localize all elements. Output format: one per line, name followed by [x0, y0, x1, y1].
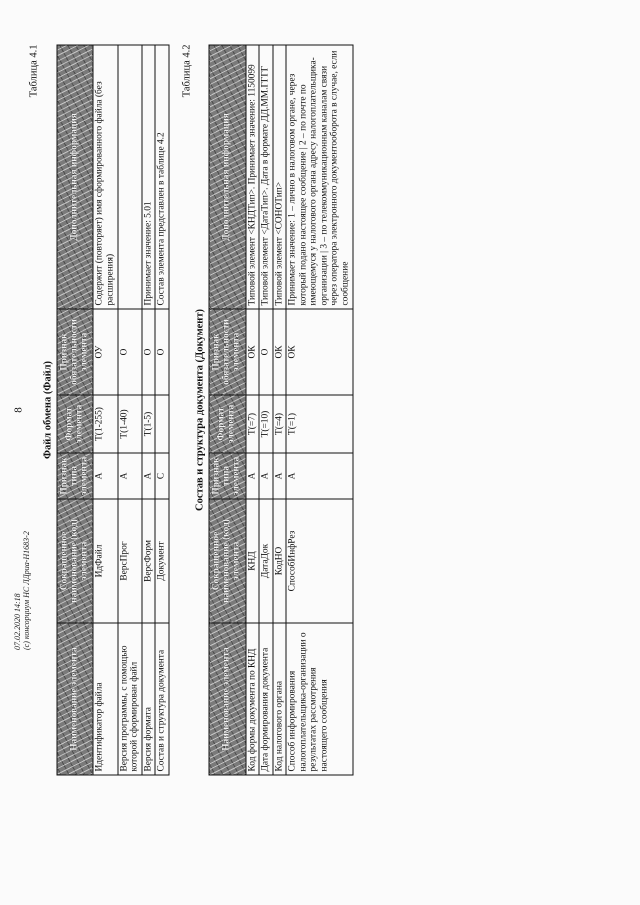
table2-header-cell: Наименование элемента: [209, 623, 246, 775]
table-cell: А: [286, 453, 352, 499]
table-cell: О: [155, 309, 169, 395]
table-cell: T(=1): [286, 395, 352, 453]
table2: [208, 44, 352, 775]
page-number: 8: [12, 406, 24, 413]
table-cell: ДатаДок: [259, 499, 273, 623]
table-cell: КНД: [245, 499, 259, 623]
table1-header-row: [56, 45, 93, 775]
table-cell: Типовой элемент <КНДТип>. Принимает значение: 1150099: [245, 45, 259, 309]
table-cell: ОК: [286, 309, 352, 395]
table-row: [117, 45, 141, 775]
table2-number: Таблица 4.2: [180, 44, 192, 97]
table-cell: О: [259, 309, 273, 395]
table-cell: А: [259, 453, 273, 499]
table-cell: [117, 45, 141, 309]
table-cell: А: [245, 453, 259, 499]
table-cell: А: [141, 453, 155, 499]
table2-header-cell: Признак обязательности элемента: [209, 309, 246, 395]
table1-header-cell: Признак типа элемента: [56, 453, 93, 499]
table-cell: ИдФайл: [93, 499, 117, 623]
table1: [56, 44, 169, 775]
table-row: [259, 45, 273, 775]
stamp-line: 07.02.2020 14:18: [13, 593, 22, 650]
table1-caption: Файл обмена (Файл): [42, 360, 54, 459]
table2-header-cell: Формат элемента: [209, 395, 246, 453]
table-cell: Состав элемента представлен в таблице 4.2: [155, 45, 169, 309]
table1-header-cell: Признак обязательности элемента: [56, 309, 93, 395]
table-cell: Код формы документа по КНД: [245, 623, 259, 775]
table-cell: Принимает значение: 1 – лично в налоговом органе, через который подано настоящее сообщение | 2 – по почте по имеющемуся у налогового органа адресу налогоплательщика-организации | 3 – по телекоммуникационным каналам связи через оператора электронного документооборота в случае, если сообщение: [286, 45, 352, 309]
table-row: [272, 45, 286, 775]
table-cell: ОУ: [93, 309, 117, 395]
table-cell: T(1-255): [93, 395, 117, 453]
table-cell: С: [155, 453, 169, 499]
table1-header-cell: Формат элемента: [56, 395, 93, 453]
table-cell: Типовой элемент <СОНОТип>: [272, 45, 286, 309]
table1-number: Таблица 4.1: [28, 44, 40, 97]
table-row: [141, 45, 155, 775]
table-cell: Идентификатор файла: [93, 623, 117, 775]
table-row: [93, 45, 117, 775]
table-cell: T(=7): [245, 395, 259, 453]
table-cell: Документ: [155, 499, 169, 623]
table-cell: Способ информирования налогоплательщика-организации о результатах рассмотрения настоящего сообщения: [286, 623, 352, 775]
table-cell: А: [117, 453, 141, 499]
table-cell: А: [93, 453, 117, 499]
table-cell: ВерсПрог: [117, 499, 141, 623]
table2-caption: Состав и структура документа (Документ): [194, 308, 206, 511]
table-cell: T(1-5): [141, 395, 155, 453]
table-cell: [155, 395, 169, 453]
table2-header-cell: Сокращенное наименование (код) элемента: [209, 499, 246, 623]
table-cell: О: [117, 309, 141, 395]
table-cell: ВерсФорм: [141, 499, 155, 623]
table-cell: Версия формата: [141, 623, 155, 775]
table-cell: T(=10): [259, 395, 273, 453]
table1-header-cell: Наименование элемента: [56, 623, 93, 775]
table-cell: КодНО: [272, 499, 286, 623]
table-cell: О: [141, 309, 155, 395]
table2-header-cell: Дополнительная информация: [209, 45, 246, 309]
table-row: [155, 45, 169, 775]
table-cell: ОК: [272, 309, 286, 395]
table-row: [286, 45, 352, 775]
table-cell: ОК: [245, 309, 259, 395]
table-cell: СпособИнфРез: [286, 499, 352, 623]
table-row: [245, 45, 259, 775]
table2-header-row: [209, 45, 246, 775]
table-cell: Состав и структура документа: [155, 623, 169, 775]
table-cell: Код налогового органа: [272, 623, 286, 775]
table-cell: Дата формирования документа: [259, 623, 273, 775]
stamp-line: (c) консорциум НС ЛДриа-Н1683-2: [21, 531, 31, 650]
table2-header-cell: Признак типа элемента: [209, 453, 246, 499]
table-cell: Содержит (повторяет) имя сформированного файла (без расширения): [93, 45, 117, 309]
document-stamp: [14, 420, 36, 650]
table-cell: T(1-40): [117, 395, 141, 453]
table1-header-cell: Сокращенное наименование (код) элемента: [56, 499, 93, 623]
table-cell: Типовой элемент <ДатаТип>. Дата в формате ДД.ММ.ГГГГ: [259, 45, 273, 309]
table-cell: Принимает значение: 5.01: [141, 45, 155, 309]
table-cell: T(=4): [272, 395, 286, 453]
table1-header-cell: Дополнительная информация: [56, 45, 93, 309]
table-cell: А: [272, 453, 286, 499]
table-cell: Версия программы, с помощью которой сформирован файл: [117, 623, 141, 775]
